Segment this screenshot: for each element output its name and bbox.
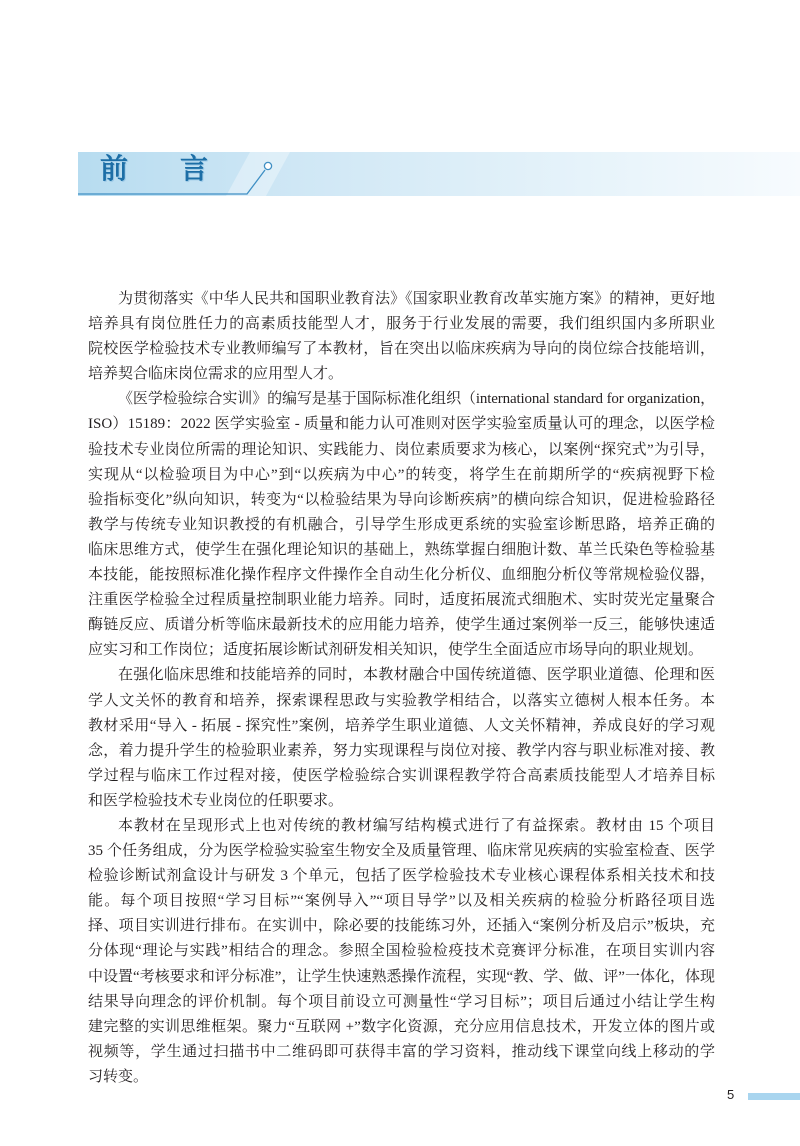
text-line: 和医学检验技术专业岗位的任职要求。	[88, 792, 344, 809]
text-line: 临床思维方式，使学生在强化理论知识的基础上，熟练掌握白细胞计数、革兰氏染色等检验基	[88, 541, 715, 558]
text-line: 视频等，学生通过扫描书中二维码即可获得丰富的学习资料，推动线下课堂向线上移动的学	[88, 1043, 715, 1060]
paragraph	[88, 663, 715, 814]
text-line: 能。每个项目按照“学习目标”“案例导入”“项目导学”以及相关疾病的检验分析路径项目选	[88, 893, 715, 910]
page-number: 5	[727, 1087, 735, 1102]
text-line: 分体现“理论与实践”相结合的理念。参照全国检验检疫技术竞赛评分标准，在项目实训内容	[88, 943, 715, 960]
text-line: 择、项目实训进行排布。在实训中，除必要的技能练习外，还插入“案例分析及启示”板块，充	[88, 918, 715, 935]
text-line: 念，着力提升学生的检验职业素养，努力实现课程与岗位对接、教学内容与职业标准对接、教	[88, 742, 715, 759]
page-number-bar	[748, 1093, 800, 1100]
text-line: 检验诊断试剂盒设计与研发 3 个单元，包括了医学检验技术专业核心课程体系相关技术和技	[88, 868, 715, 885]
text-line: 院校医学检验技术专业教师编写了本教材，旨在突出以临床疾病为导向的岗位综合技能培训，	[88, 341, 715, 358]
text-line: 教材采用“导入 - 拓展 - 探究性”案例，培养学生职业道德、人文关怀精神，养成良好的学习观	[88, 717, 715, 734]
text-line: 学人文关怀的教育和培养，探索课程思政与实验教学相结合，以落实立德树人根本任务。本	[88, 692, 715, 709]
text-line: 为贯彻落实《中华人民共和国职业教育法》《国家职业教育改革实施方案》的精神，更好地	[118, 291, 715, 307]
text-line: 本教材在呈现形式上也对传统的教材编写结构模式进行了有益探索。教材由 15 个项目	[118, 817, 715, 834]
paragraph	[88, 287, 715, 387]
text-line: 习转变。	[88, 1068, 149, 1085]
text-line: 中设置“考核要求和评分标准”，让学生快速熟悉操作流程，实现“教、学、做、评”一体化，体现	[88, 968, 715, 985]
text-line: 注重医学检验全过程质量控制职业能力培养。同时，适度拓展流式细胞术、实时荧光定量聚合	[88, 592, 715, 609]
body-text	[88, 287, 715, 1090]
text-line: 应实习和工作岗位；适度拓展诊断试剂研发相关知识，使学生全面适应市场导向的职业规划。	[88, 642, 704, 659]
text-line: 结果导向理念的评价机制。每个项目前设立可测量性“学习目标”；项目后通过小结让学生构	[88, 993, 715, 1010]
paragraph	[88, 814, 715, 1090]
text-line: 培养具有岗位胜任力的高素质技能型人才，服务于行业发展的需要，我们组织国内多所职业	[88, 316, 715, 333]
text-line: ISO）15189：2022 医学实验室 - 质量和能力认可准则对医学实验室质量认可的理念，以医学检	[88, 416, 715, 433]
text-line: 学过程与临床工作过程对接，使医学检验综合实训课程教学符合高素质技能型人才培养目标	[88, 767, 715, 784]
text-line: 酶链反应、质谱分析等临床最新技术的应用能力培养，使学生通过案例举一反三，能够快速适	[88, 617, 715, 634]
text-line: 培养契合临床岗位需求的应用型人才。	[88, 366, 344, 383]
paragraph	[88, 387, 715, 663]
text-line: 《医学检验综合实训》的编写是基于国际标准化组织（international standard for organization，	[118, 391, 715, 408]
text-line: 建完整的实训思维框架。聚力“互联网 +”数字化资源，充分应用信息技术，开发立体的图片或	[88, 1018, 715, 1035]
page-title: 前言	[100, 152, 261, 185]
header-decoration-circle	[264, 162, 271, 169]
text-line: 教学与传统专业知识教授的有机融合，引导学生形成更系统的实验室诊断思路，培养正确的	[88, 516, 715, 533]
text-line: 在强化临床思维和技能培养的同时，本教材融合中国传统道德、医学职业道德、伦理和医	[118, 667, 715, 684]
text-line: 验指标变化”纵向知识，转变为“以检验结果为导向诊断疾病”的横向综合知识，促进检验路径	[88, 491, 715, 508]
text-line: 35 个任务组成，分为医学检验实验室生物安全及质量管理、临床常见疾病的实验室检查、医学	[88, 843, 715, 860]
text-line: 实现从“以检验项目为中心”到“以疾病为中心”的转变，将学生在前期所学的“疾病视野下检	[88, 466, 715, 483]
text-line: 验技术专业岗位所需的理论知识、实践能力、岗位素质要求为核心，以案例“探究式”为引导，	[88, 441, 715, 458]
text-line: 本技能，能按照标准化操作程序文件操作全自动生化分析仪、血细胞分析仪等常规检验仪器，	[88, 567, 715, 584]
